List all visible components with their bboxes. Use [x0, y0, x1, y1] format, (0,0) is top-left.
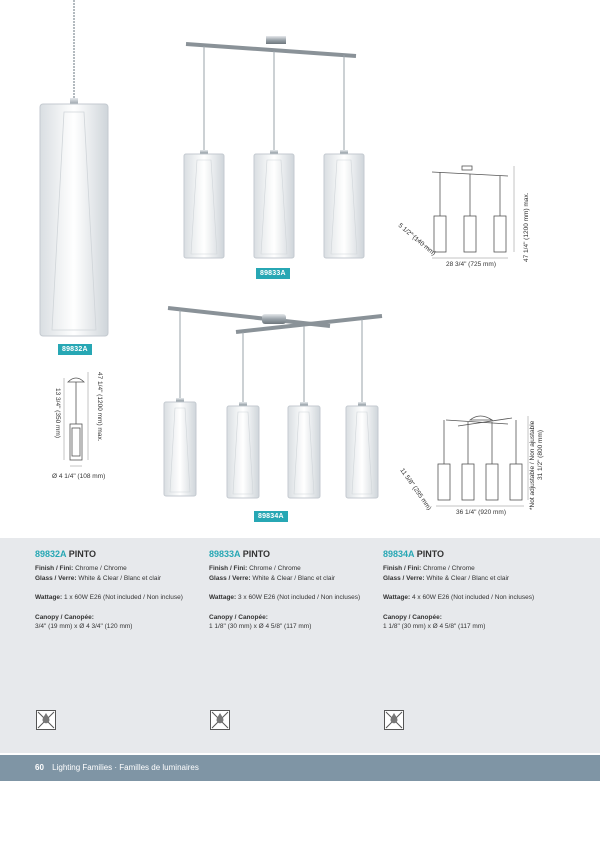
wattage-value: 3 x 60W E26 (Not included / Non incluses)	[238, 594, 361, 601]
product-title	[35, 548, 215, 560]
wattage-row	[35, 593, 215, 603]
product-title	[383, 548, 563, 560]
finish-label: Finish / Fini:	[35, 565, 74, 572]
dry-location-icon	[384, 710, 404, 730]
finish-row	[209, 564, 389, 574]
dim-quad-width: 36 1/4" (920 mm)	[456, 509, 506, 516]
dim-triple-height: 47 1/4" (1200 mm) max.	[523, 192, 530, 262]
product-name: PINTO	[416, 549, 445, 559]
badge-89832A: 89832A	[58, 344, 92, 355]
canopy-value: 3/4" (19 mm) x Ø 4 3/4" (120 mm)	[35, 623, 133, 630]
spec-column-89832A	[35, 548, 215, 632]
spec-column-89834A	[383, 548, 563, 632]
product-title	[209, 548, 389, 560]
glass-row	[209, 574, 389, 584]
dim-single-diameter: Ø 4 1/4" (108 mm)	[52, 473, 106, 480]
finish-value: Chrome / Chrome	[75, 565, 127, 572]
canopy-label: Canopy / Canopée:	[209, 613, 268, 621]
dim-triple-depth: 5 1/2" (140 mm)	[396, 222, 437, 258]
dim-quad-depth: 11 5/8" (295 mm)	[398, 467, 433, 512]
badge-89834A: 89834A	[254, 511, 288, 522]
glass-label: Glass / Verre:	[209, 574, 251, 582]
pendant-single-89832A	[40, 0, 108, 336]
glass-row	[35, 574, 215, 584]
diagram-single	[64, 372, 88, 466]
diagram-quad	[436, 416, 528, 506]
product-code: 89834A	[383, 549, 415, 559]
finish-value: Chrome / Chrome	[423, 565, 475, 572]
finish-row	[383, 564, 563, 574]
wattage-label: Wattage:	[209, 594, 237, 601]
finish-value: Chrome / Chrome	[249, 565, 301, 572]
canopy-label: Canopy / Canopée:	[35, 613, 94, 621]
glass-value: White & Clear / Blanc et clair	[78, 574, 162, 582]
finish-label: Finish / Fini:	[209, 565, 248, 572]
finish-label: Finish / Fini:	[383, 565, 422, 572]
dry-location-icon	[210, 710, 230, 730]
wattage-row	[383, 593, 563, 603]
wattage-row	[209, 593, 389, 603]
dim-quad-height-note: *Not adjustable / Non ajustable	[529, 420, 536, 510]
footer-text: Lighting Families · Familles de luminaires	[52, 763, 199, 772]
dim-single-canopy: 13 3/4" (350 mm)	[54, 388, 61, 438]
glass-value: White & Clear / Blanc et clair	[252, 574, 336, 582]
finish-row	[35, 564, 215, 574]
wattage-label: Wattage:	[383, 594, 411, 601]
glass-label: Glass / Verre:	[35, 574, 77, 582]
wattage-label: Wattage:	[35, 594, 63, 601]
canopy-label: Canopy / Canopée:	[383, 613, 442, 621]
spec-panel	[0, 538, 600, 753]
dim-triple-width: 28 3/4" (725 mm)	[446, 261, 496, 268]
canopy-value: 1 1/8" (30 mm) x Ø 4 5/8" (117 mm)	[209, 623, 312, 630]
glass-value: White & Clear / Blanc et clair	[426, 574, 510, 582]
product-code: 89833A	[209, 549, 241, 559]
page-footer	[0, 755, 600, 781]
product-name: PINTO	[242, 549, 271, 559]
canopy-value: 1 1/8" (30 mm) x Ø 4 5/8" (117 mm)	[383, 623, 486, 630]
product-name: PINTO	[68, 549, 97, 559]
dim-single-height: 47 1/4" (1200 mm) max.	[96, 372, 103, 442]
glass-label: Glass / Verre:	[383, 574, 425, 582]
product-code: 89832A	[35, 549, 67, 559]
spec-column-89833A	[209, 548, 389, 632]
wattage-value: 1 x 60W E26 (Not included / Non incluse)	[64, 594, 183, 601]
page-number: 60	[35, 763, 44, 772]
pendant-triple-89833A	[184, 36, 364, 258]
glass-row	[383, 574, 563, 584]
wattage-value: 4 x 60W E26 (Not included / Non incluses)	[412, 594, 535, 601]
badge-89833A: 89833A	[256, 268, 290, 279]
pendant-quad-89834A	[164, 308, 382, 498]
dry-location-icon	[36, 710, 56, 730]
dim-quad-height: 31 1/2" (800 mm)	[537, 430, 544, 480]
